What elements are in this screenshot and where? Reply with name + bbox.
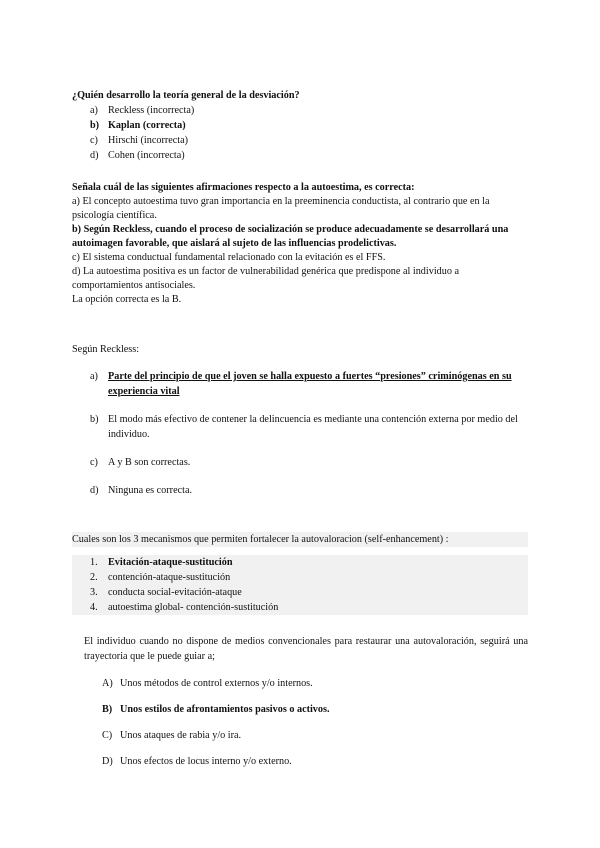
q5-option-b-marker: B) xyxy=(102,704,113,715)
q5-option-c-marker: C) xyxy=(102,730,113,741)
question-3-text: Según Reckless: xyxy=(72,344,140,355)
q4-option-4 xyxy=(72,600,528,615)
q5-option-c-text: Unos ataques de rabia y/o ira. xyxy=(120,730,242,741)
q3-option-d xyxy=(72,483,528,498)
question-4-text: Cuales son los 3 mecanismos que permiten fortalecer la autovaloracion (self-enhancement) : xyxy=(72,532,528,547)
q3-option-d-text: Ninguna es correcta. xyxy=(108,485,193,496)
q3-option-a xyxy=(72,369,528,399)
q4-option-2-marker: 2. xyxy=(90,572,98,583)
q1-option-d-marker: d) xyxy=(90,150,99,161)
q1-option-c xyxy=(72,133,528,148)
q4-option-3-marker: 3. xyxy=(90,587,98,598)
q1-option-b-marker: b) xyxy=(90,120,100,131)
q3-option-c-marker: c) xyxy=(90,457,98,468)
q2-statement-c: c) El sistema conductual fundamental relacionado con la evitación es el FFS. xyxy=(72,252,386,263)
q3-option-b-marker: b) xyxy=(90,414,99,425)
q5-option-a xyxy=(84,676,528,691)
q3-option-c xyxy=(72,455,528,470)
question-1-options xyxy=(72,103,528,163)
question-3 xyxy=(72,343,528,511)
q1-option-c-text: Hirschi (incorrecta) xyxy=(108,135,189,146)
question-1 xyxy=(72,88,528,163)
q4-option-1 xyxy=(72,555,528,570)
q1-option-c-marker: c) xyxy=(90,135,98,146)
q1-option-a-marker: a) xyxy=(90,105,98,116)
q3-option-d-marker: d) xyxy=(90,485,99,496)
q5-option-a-text: Unos métodos de control externos y/o internos. xyxy=(120,678,313,689)
question-4-options xyxy=(72,555,528,615)
q2-statement-b: b) Según Reckless, cuando el proceso de socialización se produce adecuadamente se desarrollará una autoimagen favorable, que aislará al sujeto de las influencias prodelictivas. xyxy=(72,224,509,249)
q5-option-b xyxy=(84,702,528,717)
q2-statement-d: d) La autoestima positiva es un factor de vulnerabilidad genérica que predispone al individuo a comportamientos antisociales. xyxy=(72,266,459,291)
question-2-text: Señala cuál de las siguientes afirmaciones respecto a la autoestima, es correcta: xyxy=(72,182,415,193)
q4-option-3-text: conducta social-evitación-ataque xyxy=(108,587,242,598)
question-1-text: ¿Quién desarrollo la teoría general de la desviación? xyxy=(72,90,300,101)
q3-option-a-marker: a) xyxy=(90,371,98,382)
q4-option-2-text: contención-ataque-sustitución xyxy=(108,572,231,583)
q5-option-d xyxy=(84,754,528,769)
q2-statement-a: a) El concepto autoestima tuvo gran importancia en la preeminencia conductista, al contrario que en la psicología científica. xyxy=(72,196,490,221)
q3-option-a-text: Parte del principio de que el joven se halla expuesto a fuertes “presiones” criminógenas en su experiencia vital xyxy=(108,371,512,397)
q5-option-d-marker: D) xyxy=(102,756,113,767)
q4-option-3 xyxy=(72,585,528,600)
q4-option-4-marker: 4. xyxy=(90,602,98,613)
q3-option-b xyxy=(72,412,528,442)
question-5-options xyxy=(84,676,528,769)
q5-option-b-text: Unos estilos de afrontamientos pasivos o activos. xyxy=(120,704,330,715)
q2-answer: La opción correcta es la B. xyxy=(72,294,182,305)
q5-option-d-text: Unos efectos de locus interno y/o externo. xyxy=(120,756,292,767)
q3-option-c-text: A y B son correctas. xyxy=(108,457,191,468)
q4-option-2 xyxy=(72,570,528,585)
question-5 xyxy=(84,634,528,780)
q4-option-4-text: autoestima global- contención-sustitución xyxy=(108,602,279,613)
question-5-text: El individuo cuando no dispone de medios convencionales para restaurar una autovaloración, seguirá una trayectoria que le puede guiar a; xyxy=(84,636,528,662)
q1-option-b xyxy=(72,118,528,133)
question-4 xyxy=(72,532,528,615)
question-3-options xyxy=(72,369,528,498)
q3-option-b-text: El modo más efectivo de contener la delincuencia es mediante una contención externa por medio del individuo. xyxy=(108,414,518,440)
q1-option-a xyxy=(72,103,528,118)
q1-option-a-text: Reckless (incorrecta) xyxy=(108,105,195,116)
q4-option-1-text: Evitación-ataque-sustitución xyxy=(108,557,233,568)
q4-option-1-marker: 1. xyxy=(90,557,98,568)
q1-option-b-text: Kaplan (correcta) xyxy=(108,120,186,131)
q1-option-d-text: Cohen (incorrecta) xyxy=(108,150,185,161)
q1-option-d xyxy=(72,148,528,163)
q5-option-c xyxy=(84,728,528,743)
q5-option-a-marker: A) xyxy=(102,678,113,689)
question-2 xyxy=(72,180,528,307)
